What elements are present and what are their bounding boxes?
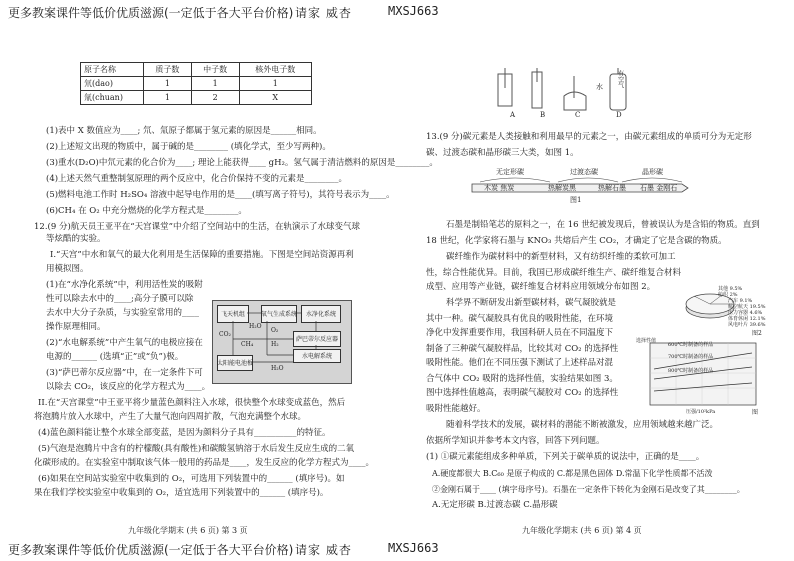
fig2-legend: 体育休闲 12.1% — [728, 316, 766, 322]
fig2-legend: 汽车 9.1% — [728, 298, 753, 304]
q11-line: (1)表中 X 数值应为____; 氘、氚原子都属于氢元素的原因是______相同。 — [46, 126, 322, 136]
apparatus-label: 水 — [596, 83, 603, 91]
q13-paragraph-line: 随着科学技术的发展，碳材料的潜能不断被激发，应用领域越来越广泛。 — [446, 420, 719, 430]
q12-part1-line: 性可以除去水中的____;高分子膜可以除 — [46, 294, 194, 304]
q13-paragraph-line: 石墨是制铅笔芯的原料之一，在 16 世纪被发现后，曾被误认为是含铅的物质。直到 — [446, 220, 760, 230]
fig3-series-label: 700℃时制备的样品 — [668, 354, 714, 360]
banner-contact: 请家 威杏 — [295, 543, 352, 557]
banner-text: 更多教案课件等低价优质滋源(一定低于各大平台价格) — [8, 6, 294, 20]
q13-paragraph-line: 科学界不断研发出新型碳材料，碳气凝胶就是 — [446, 298, 617, 308]
table-header-cell: 原子名称 — [81, 63, 144, 77]
table-header-cell: 核外电子数 — [239, 63, 311, 77]
q12-part1-intro-line: 用模拟图。 — [46, 264, 89, 274]
table-cell: 1 — [239, 77, 311, 91]
q12-intro-line: 12.(9 分)航天员王亚平在“天宫课堂”中介绍了空间站中的生活，在轨演示了水球变气球 — [34, 222, 360, 232]
fig3-series-label: 800℃时制备的样品 — [668, 368, 714, 374]
exam-page-3 — [0, 24, 438, 539]
band-group-label: 晶形碳 — [642, 168, 663, 176]
banner-code: MXSJ663 — [388, 4, 439, 18]
table-cell: 1 — [144, 91, 192, 105]
apparatus-label: 有空气 — [616, 70, 624, 88]
diagram-box-solar: 太阳能电池板 — [217, 355, 253, 371]
table-row — [81, 91, 312, 105]
q13-paragraph-line: 依据所学知识并参考本文内容，回答下列问题。 — [426, 436, 605, 446]
apparatus-label: D — [616, 111, 622, 119]
q11-line: (6)CH₄ 在 O₂ 中充分燃烧的化学方程式是________。 — [46, 206, 247, 216]
diagram-box-crew: 飞天机组 — [217, 305, 249, 323]
q12-part1-intro-line: I.“天宫”中水和氧气的最大化利用是生活保障的重要措施。下图是空间站资源再利 — [50, 250, 354, 260]
q13-intro-line: 碳、过渡态碳和晶形碳三大类，如图 1。 — [426, 148, 579, 158]
q12-part2-line: 化碳形成的。在实验室中制取该气体一般用的药品是____，发生反应的化学方程式为____。 — [34, 458, 375, 468]
q13-paragraph-line: 制备了三种碳气凝胶样品，比较其对 CO₂ 的选择性 — [426, 344, 619, 354]
figure-caption: 图 — [752, 409, 759, 416]
q12-part2-line: (5)气泡是泡腾片中含有的柠檬酸(具有酸性)和碳酸氢钠溶于水后发生反应生成的二氧 — [38, 444, 355, 454]
table-cell: X — [239, 91, 311, 105]
q13-question-line: ②金刚石属于____ (填字母序号)。石墨在一定条件下转化为金刚石是改变了其________。 — [432, 485, 745, 494]
diagram-label: H₂O — [249, 323, 262, 330]
q13-question-line: A.硬度都很大 B.C₆₀ 是原子构成的 C.都是黑色固体 D.常温下化学性质都不活泼 — [432, 469, 713, 478]
diagram-label: CH₄ — [241, 341, 254, 348]
fig2-legend: 风电叶片 39.6% — [728, 322, 766, 328]
atom-table — [80, 62, 312, 105]
q11-line: (5)燃料电池工作时 H₂SO₄ 溶液中起导电作用的是____(填写离子符号)，其符号表示为____。 — [46, 190, 395, 200]
table-cell: 氘(dao) — [81, 77, 144, 91]
q13-paragraph-line: 18 世纪，化学家将石墨与 KNO₃ 共熔后产生 CO₂，才确定了它是含碳的物质。 — [426, 236, 727, 246]
q11-line: (2)上述短文出现的物质中，属于碱的是________ (填化学式，至少写两种)。 — [46, 142, 331, 152]
banner-top — [0, 4, 794, 24]
carbon-classification-figure — [470, 168, 690, 206]
q12-intro-line: 等炫酷的实验。 — [46, 234, 106, 244]
q13-paragraph-line: 吸附性能越好。 — [426, 404, 486, 414]
diagram-label: H₂O — [271, 365, 284, 372]
diagram-box-oxygen: 氧气生成系统 — [261, 305, 297, 323]
q12-part2-line: (4)蓝色颜料能让整个水球全部变蓝，是因为颜料分子具有__________的特征。 — [38, 428, 331, 438]
space-station-diagram — [212, 300, 352, 384]
q12-part2-line: 将泡腾片放入水球中，产生了大量气泡向四周扩散，气泡充满整个水球。 — [34, 412, 307, 422]
banner-bottom — [0, 541, 794, 561]
q13-paragraph-line: 净化中发挥重要作用，我国科研人员在不同温度下 — [426, 328, 614, 338]
q11-line: (4)上述天然气重整制氢原理的两个反应中，化合价保持不变的元素是________。 — [46, 174, 348, 184]
fig3-ylabel: 选择性值 — [636, 338, 657, 344]
band-item-label: 热解石墨 — [598, 184, 626, 192]
fig2-legend: 压力容器 4.6% — [728, 310, 763, 316]
table-header-row — [81, 63, 312, 77]
q13-paragraph-line: 吸附性能。他们在不同压强下测试了上述样品对混 — [426, 358, 614, 368]
banner-code: MXSJ663 — [388, 541, 439, 555]
band-item-label: 石墨 金刚石 — [640, 184, 678, 192]
q11-line: (3)重水(D₂O)中氘元素的化合价为____; 理论上能获得____ gH₂。氢气属于清洁燃料的原因是________。 — [46, 158, 438, 168]
diagram-label: O₂ — [271, 327, 279, 334]
diagram-label: CO₂ — [219, 331, 231, 338]
table-cell: 1 — [144, 77, 192, 91]
q13-paragraph-line: 成型、应用等产业链，碳纤维复合材料应用领域分布如图 2。 — [426, 282, 656, 292]
q13-paragraph-line: 合气体中 CO₂ 吸附的选择性值，实验结果如图 3。 — [426, 374, 618, 384]
diagram-box-water-purify: 水净化系统 — [301, 305, 341, 323]
banner-text: 更多教案课件等低价优质滋源(一定低于各大平台价格) — [8, 543, 294, 557]
table-cell: 氚(chuan) — [81, 91, 144, 105]
q12-part1-line: 以除去 CO₂，该反应的化学方程式为____。 — [46, 382, 211, 392]
fig2-legend: 纺织 2% — [718, 292, 738, 298]
q13-paragraph-line: 图中选择性值越高，表明碳气凝胶对 CO₂ 的选择性 — [426, 388, 619, 398]
q13-question-line: A.无定形碳 B.过渡态碳 C.晶形碳 — [432, 500, 558, 510]
table-header-cell: 质子数 — [144, 63, 192, 77]
fig2-legend: 航空航天 19.5% — [728, 304, 766, 310]
band-group-label: 无定形碳 — [496, 168, 524, 176]
apparatus-label: C — [575, 111, 581, 119]
diagram-box-electrolysis: 水电解系统 — [293, 349, 341, 363]
q13-paragraph-line: 性，综合性能优异。目前，我国已形成碳纤维生产、碳纤维复合材料 — [426, 268, 682, 278]
band-group-label: 过渡态碳 — [570, 168, 598, 176]
q12-part2-line: II.在“天宫课堂”中王亚平将少量蓝色颜料注入水球，很快整个水球变成蓝色，然后 — [38, 398, 346, 408]
q13-paragraph-line: 碳纤维作为碳材料中的新型材料，又有纺织纤维的柔软可加工 — [446, 252, 676, 262]
exam-page-4 — [400, 24, 794, 539]
figure-caption: 图1 — [570, 196, 582, 204]
q12-part1-line: 电源的______ (选填“正”或“负”)极。 — [46, 352, 184, 362]
diagram-box-sabatier: 萨巴蒂尔反应器 — [293, 331, 341, 347]
table-header-cell: 中子数 — [191, 63, 239, 77]
apparatus-label: A — [510, 111, 516, 119]
table-cell: 1 — [191, 77, 239, 91]
q12-part1-line: (2)“水电解系统”中产生氧气的电极应接在 — [46, 338, 203, 348]
q12-part1-line: (3)“萨巴蒂尔反应器”中，在一定条件下可 — [46, 368, 203, 378]
band-item-label: 木炭 焦炭 — [484, 184, 515, 192]
band-item-label: 热解炭黑 — [548, 184, 576, 192]
table-cell: 2 — [191, 91, 239, 105]
fig3-series-label: 600℃时制备的样品 — [668, 342, 714, 348]
q12-part1-line: (1)在“水净化系统”中，利用活性炭的吸附 — [46, 280, 203, 290]
page-footer: 九年级化学期末 (共 6 页) 第 3 页 — [128, 526, 248, 535]
q13-question-line: (1) ①碳元素能组成多种单质，下列关于碳单质的说法中，正确的是____。 — [426, 452, 705, 462]
q12-part2-line: (6)如果在空间站实验室中收集到的 O₂，可选用下列装置中的______ (填序号)。如 — [38, 474, 345, 484]
diagram-arrows — [213, 301, 351, 383]
table-row — [81, 77, 312, 91]
diagram-label: H₂ — [271, 341, 279, 348]
fig3-xlabel: 压强/10²kPa — [686, 409, 716, 415]
apparatus-label: B — [540, 111, 546, 119]
q13-intro-line: 13.(9 分)碳元素是人类接触和利用最早的元素之一，由碳元素组成的单质可分为无定形 — [426, 132, 752, 142]
page-footer: 九年级化学期末 (共 6 页) 第 4 页 — [522, 526, 642, 535]
q12-part1-line: 去水中大分子杂质，与实验室常用的____ — [46, 308, 200, 318]
q12-part1-line: 操作原理相同。 — [46, 322, 106, 332]
fig2-legend: 其他 9.5% — [718, 286, 743, 292]
q12-part2-line: 果在我们学校实验室中收集到的 O₂，适宜选用下列装置中的______ (填序号)。 — [34, 488, 329, 498]
figure-caption: 图2 — [752, 330, 762, 337]
q13-paragraph-line: 其中一种。碳气凝胶具有优良的吸附性能，在环境 — [426, 314, 614, 324]
banner-contact: 请家 威杏 — [295, 6, 352, 20]
